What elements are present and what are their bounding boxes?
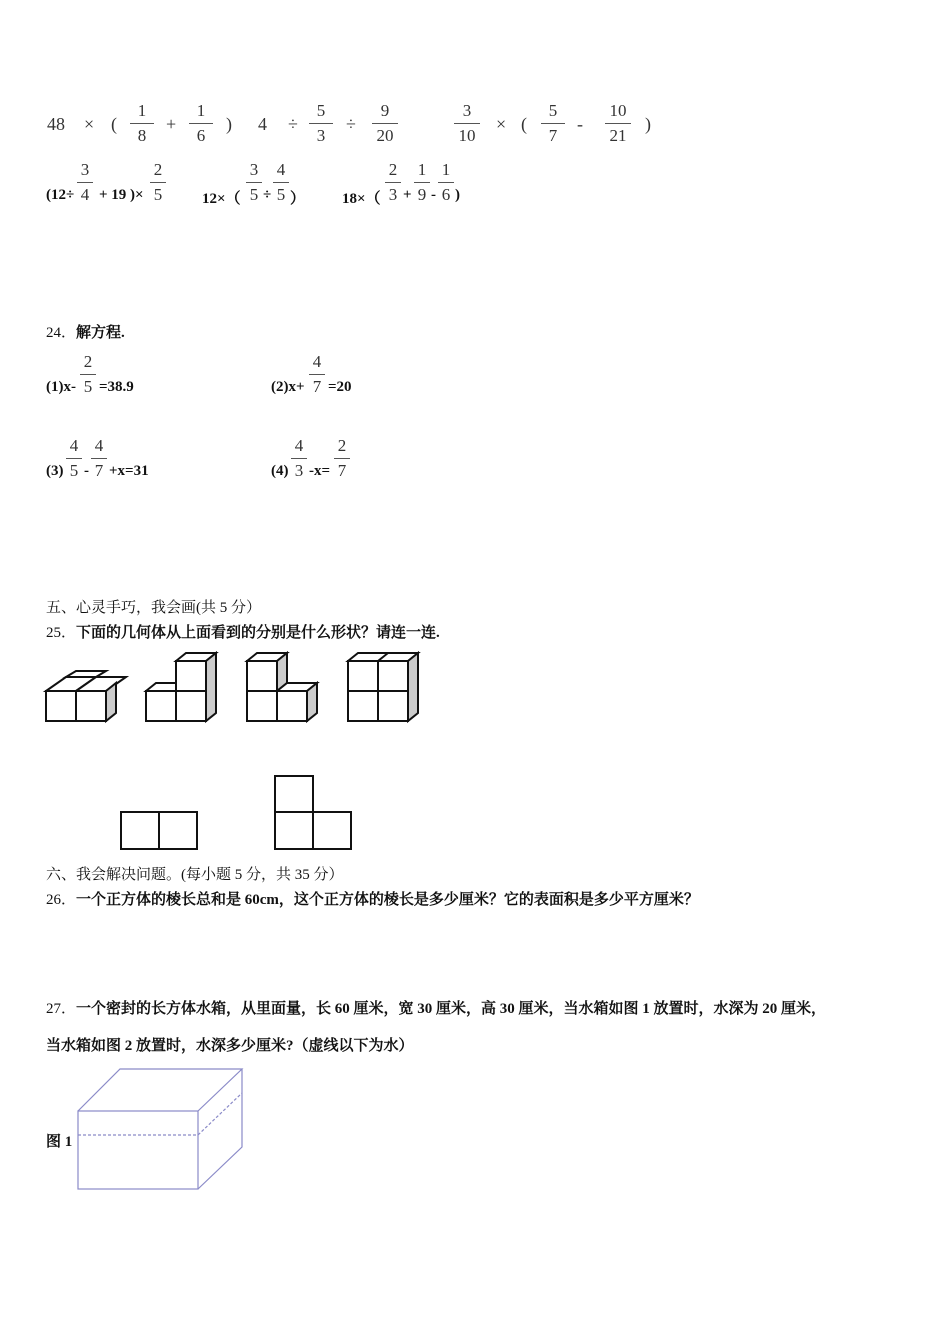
fraction: 4 3 xyxy=(290,436,308,481)
fraction: 5 7 xyxy=(539,100,567,147)
paren: ( xyxy=(521,114,527,134)
equation-part: (1)x- xyxy=(46,379,76,395)
cube-figures xyxy=(40,645,430,730)
plus-sign: + xyxy=(403,187,412,203)
times-sign: × xyxy=(496,114,507,134)
fraction: 1 9 xyxy=(413,160,431,205)
fraction: 3 5 xyxy=(245,160,263,205)
water-tank-figure xyxy=(70,1062,250,1197)
paren: ) xyxy=(455,187,460,203)
equation-part: (3) xyxy=(46,463,64,479)
paren: ( xyxy=(111,114,117,134)
fraction: 5 3 xyxy=(307,100,335,147)
number: 4 xyxy=(258,114,267,134)
fraction: 1 6 xyxy=(437,160,455,205)
fraction: 3 10 xyxy=(452,100,482,147)
cube-figure-3 xyxy=(247,653,317,721)
paren: ） xyxy=(290,191,306,207)
fraction: 2 5 xyxy=(149,160,167,205)
equation-part: +x=31 xyxy=(109,463,149,479)
question-26: 26．一个正方体的棱长总和是 60cm，这个正方体的棱长是多少厘米？它的表面积是多少平方厘米？ xyxy=(46,892,699,908)
section-6-title: 六、我会解决问题。(每小题 5 分，共 35 分） xyxy=(46,867,344,883)
expression-part: + 19 )× xyxy=(99,187,144,203)
paren: ) xyxy=(645,114,651,134)
top-view-1 xyxy=(121,812,197,849)
question-27-line-2: 当水箱如图 2 放置时，水深多少厘米?（虚线以下为水） xyxy=(46,1038,414,1054)
fraction: 1 6 xyxy=(187,100,215,147)
cube-figure-2 xyxy=(146,653,216,721)
expression-part: 18×（ xyxy=(342,191,381,207)
cube-figure-1 xyxy=(46,671,126,721)
fraction: 2 3 xyxy=(384,160,402,205)
number: 48 xyxy=(47,114,65,134)
cube-figure-4 xyxy=(348,653,418,721)
top-view-shapes xyxy=(115,770,360,855)
expression-part: 12×（ xyxy=(202,191,241,207)
fraction: 2 5 xyxy=(79,352,97,397)
times-sign: × xyxy=(84,114,95,134)
equation-part: -x= xyxy=(309,463,331,479)
divide-sign: ÷ xyxy=(288,114,298,134)
plus-sign: + xyxy=(166,114,177,134)
expression-part: (12÷ xyxy=(46,187,75,203)
fraction: 4 7 xyxy=(90,436,108,481)
figure-1-label: 图 1 xyxy=(46,1134,73,1150)
fraction: 1 8 xyxy=(128,100,156,147)
question-27-line-1: 27．一个密封的长方体水箱，从里面量，长 60 厘米，宽 30 厘米，高 30 厘米，当水箱如图 1 放置时，水深为 20 厘米， xyxy=(46,1001,827,1017)
top-view-2 xyxy=(275,776,351,849)
minus-sign: - xyxy=(431,187,436,203)
equation-part: (2)x+ xyxy=(271,379,305,395)
fraction: 4 5 xyxy=(272,160,290,205)
divide-sign: ÷ xyxy=(346,114,356,134)
fraction: 4 7 xyxy=(308,352,326,397)
divide-sign: ÷ xyxy=(263,187,272,203)
fraction: 10 21 xyxy=(603,100,633,147)
equation-part: =20 xyxy=(328,379,352,395)
question-24-title: 24．解方程. xyxy=(46,325,125,341)
equation-part: (4) xyxy=(271,463,289,479)
minus-sign: - xyxy=(84,463,89,479)
question-25: 25．下面的几何体从上面看到的分别是什么形状？请连一连. xyxy=(46,625,440,641)
fraction: 4 5 xyxy=(65,436,83,481)
section-5-title: 五、心灵手巧，我会画(共 5 分） xyxy=(46,600,261,616)
paren: ) xyxy=(226,114,232,134)
fraction: 2 7 xyxy=(333,436,351,481)
fraction: 3 4 xyxy=(76,160,94,205)
equation-part: =38.9 xyxy=(99,379,134,395)
minus-sign: - xyxy=(577,114,583,134)
fraction: 9 20 xyxy=(370,100,400,147)
